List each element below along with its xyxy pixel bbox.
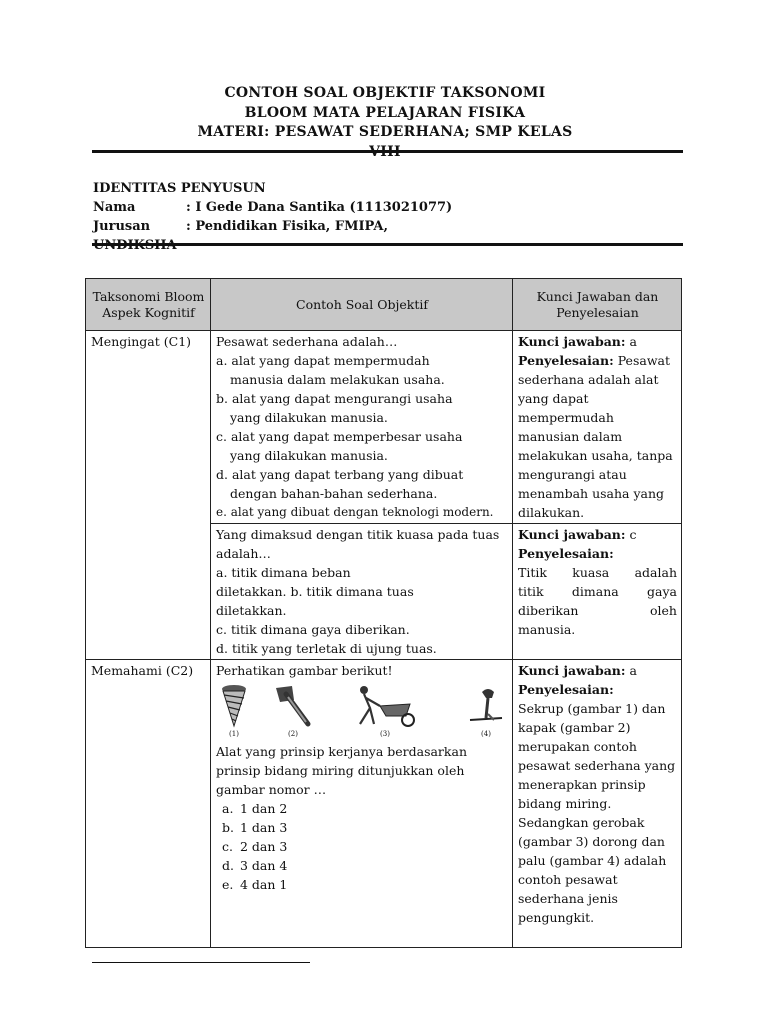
identity-heading: IDENTITAS PENYUSUN <box>93 181 266 196</box>
question-text: gambar nomor … <box>216 782 327 797</box>
solution-text: palu (gambar 4) adalah <box>518 853 667 868</box>
axe-icon <box>272 684 314 730</box>
solution-text: mengurangi atau <box>518 467 627 482</box>
option-b: b. alat yang dapat mengurangi usaha <box>216 391 453 406</box>
option-d-cont: dengan bahan-bahan sederhana. <box>230 486 438 501</box>
solution-text: menerapkan prinsip <box>518 777 646 792</box>
solution-text: contoh pesawat <box>518 872 618 887</box>
screw-icon <box>220 684 248 730</box>
option-e: e. alat yang dibuat dengan teknologi modern. <box>216 505 494 519</box>
question-text: Yang dimaksud dengan titik kuasa pada tuas <box>216 527 500 542</box>
aspect-cell-c2: Memahami (C2) <box>86 660 211 948</box>
solution-text: menambah usaha yang <box>518 486 665 501</box>
solution-text: merupakan contoh <box>518 739 637 754</box>
dept-continued: UNDIKSHA <box>93 238 177 253</box>
list-item <box>222 856 508 875</box>
solution-text: Pesawat <box>617 353 670 368</box>
question-cell-3 <box>211 660 513 948</box>
header-answer: Kunci Jawaban dan Penyelesaian <box>513 279 682 331</box>
option-marker: d. <box>222 858 234 873</box>
solution-text: melakukan usaha, tanpa <box>518 448 673 463</box>
solution-text: manusian dalam <box>518 429 623 444</box>
option-c: c. alat yang dapat memperbesar usaha <box>216 429 463 444</box>
figure-label: (2) <box>288 730 298 738</box>
dept-label: Jurusan <box>93 219 151 234</box>
solution-text: (gambar 3) dorong dan <box>518 834 665 849</box>
answer-cell-3 <box>513 660 682 948</box>
option-a-cont: manusia dalam melakukan usaha. <box>230 372 445 387</box>
footnote-separator <box>92 962 310 963</box>
key-label: Kunci jawaban: <box>518 663 626 678</box>
solution-text: Titik kuasa adalah <box>518 565 677 580</box>
option-c-cont: yang dilakukan manusia. <box>230 448 388 463</box>
solution-label: Penyelesaian: <box>518 546 614 561</box>
key-value: a <box>629 663 637 678</box>
key-value: c <box>629 527 637 542</box>
identity-divider <box>92 243 683 246</box>
solution-text: Sekrup (gambar 1) dan <box>518 701 666 716</box>
solution-text: bidang miring. <box>518 796 612 811</box>
option-text: 2 dan 3 <box>240 839 288 854</box>
answer-key-line <box>518 332 677 351</box>
answer-key-line <box>518 661 677 680</box>
key-label: Kunci jawaban: <box>518 334 626 349</box>
name-row <box>93 198 683 217</box>
option-marker: b. <box>222 820 234 835</box>
wheelbarrow-icon <box>350 684 420 730</box>
dept-value: : Pendidikan Fisika, FMIPA, <box>186 219 388 234</box>
question-text: adalah… <box>216 546 271 561</box>
solution-line <box>518 351 677 370</box>
option-list <box>216 799 508 894</box>
header-question: Contoh Soal Objektif <box>211 279 513 331</box>
option-text: 4 dan 1 <box>240 877 288 892</box>
header-aspect: Taksonomi Bloom Aspek Kognitif <box>86 279 211 331</box>
figure-label: (3) <box>380 730 390 738</box>
figure-4 <box>466 684 506 738</box>
name-label: Nama <box>93 200 136 215</box>
aspect-cell-c1: Mengingat (C1) <box>86 331 211 660</box>
figure-label: (4) <box>481 730 491 738</box>
option-text: diletakkan. b. titik dimana tuas <box>216 584 414 599</box>
solution-label: Penyelesaian: <box>518 682 614 697</box>
author-identity <box>93 179 683 253</box>
hammer-icon <box>466 684 506 730</box>
key-value: a <box>629 334 637 349</box>
answer-cell-1 <box>513 331 682 524</box>
document-title <box>90 84 680 160</box>
question-text: Alat yang prinsip kerjanya berdasarkan <box>216 744 467 759</box>
question-cell-1 <box>211 331 513 524</box>
solution-text: titik dimana gaya <box>518 584 677 599</box>
figure-strip <box>216 682 508 738</box>
option-text: diletakkan. <box>216 603 287 618</box>
question-intro: Perhatikan gambar berikut! <box>216 663 393 678</box>
key-label: Kunci jawaban: <box>518 527 626 542</box>
list-item <box>222 875 508 894</box>
table-row <box>86 331 682 524</box>
title-line-3: MATERI: PESAWAT SEDERHANA; SMP KELAS <box>197 124 573 140</box>
figure-label: (1) <box>229 730 239 738</box>
option-text: 3 dan 4 <box>240 858 288 873</box>
title-line-4: VIII <box>369 143 401 160</box>
title-divider <box>92 150 683 153</box>
title-line-1: CONTOH SOAL OBJEKTIF TAKSONOMI <box>224 85 546 101</box>
title-line-2: BLOOM MATA PELAJARAN FISIKA <box>244 104 526 121</box>
solution-text: yang dapat <box>518 391 589 406</box>
question-cell-2 <box>211 524 513 660</box>
solution-text: mempermudah <box>518 410 614 425</box>
figure-1 <box>220 684 248 738</box>
figure-2 <box>272 684 314 738</box>
option-text: 1 dan 3 <box>240 820 288 835</box>
solution-text: Sedangkan gerobak <box>518 815 645 830</box>
name-value: : I Gede Dana Santika (1113021077) <box>186 200 453 215</box>
solution-text: sederhana adalah alat <box>518 372 659 387</box>
solution-text: pesawat sederhana yang <box>518 758 676 773</box>
table-row <box>86 660 682 948</box>
option-marker: e. <box>222 877 234 892</box>
answer-cell-2 <box>513 524 682 660</box>
option-d: d. alat yang dapat terbang yang dibuat <box>216 467 464 482</box>
solution-label: Penyelesaian: <box>518 353 614 368</box>
option-marker: c. <box>222 839 233 854</box>
question-stem: Pesawat sederhana adalah… <box>216 334 398 349</box>
dept-row <box>93 217 683 236</box>
solution-text: sederhana jenis <box>518 891 618 906</box>
option-a: a. alat yang dapat mempermudah <box>216 353 430 368</box>
option-b-cont: yang dilakukan manusia. <box>230 410 388 425</box>
figure-3 <box>350 684 420 738</box>
question-text: prinsip bidang miring ditunjukkan oleh <box>216 763 465 778</box>
solution-text: manusia. <box>518 622 576 637</box>
option-text: d. titik yang terletak di ujung tuas. <box>216 641 437 656</box>
option-text: 1 dan 2 <box>240 801 288 816</box>
solution-text: diberikan oleh <box>518 603 677 618</box>
option-marker: a. <box>222 801 234 816</box>
list-item <box>222 799 508 818</box>
answer-key-line <box>518 525 677 544</box>
solution-text: pengungkit. <box>518 910 595 925</box>
solution-text: dilakukan. <box>518 505 585 520</box>
table-header-row <box>86 279 682 331</box>
list-item <box>222 818 508 837</box>
taxonomy-table <box>85 278 682 948</box>
solution-text: kapak (gambar 2) <box>518 720 631 735</box>
list-item <box>222 837 508 856</box>
option-text: c. titik dimana gaya diberikan. <box>216 622 410 637</box>
option-text: a. titik dimana beban <box>216 565 351 580</box>
